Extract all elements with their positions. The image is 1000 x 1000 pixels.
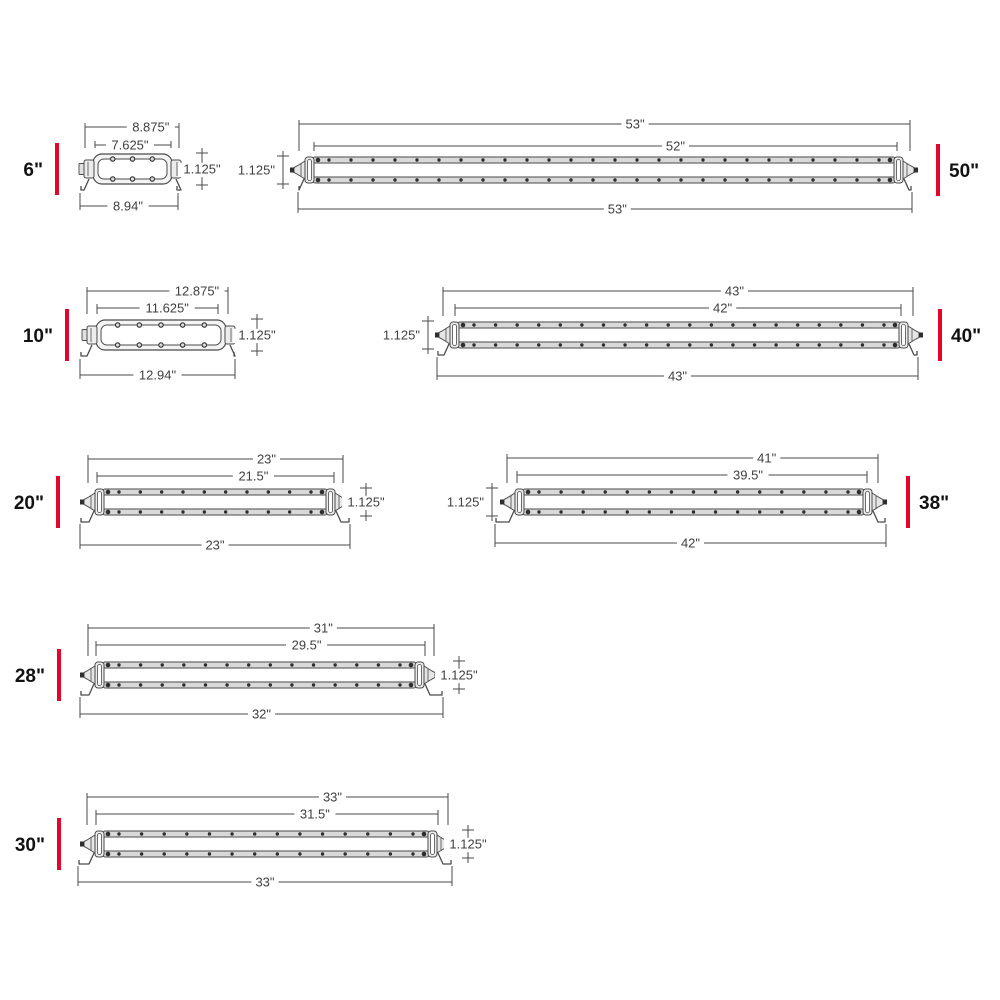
dim-bottom-text: 23"	[205, 537, 225, 553]
dim-top-inner	[97, 469, 334, 485]
size-label: 28"	[14, 666, 45, 687]
dim-top-outer-text: 41"	[757, 450, 777, 466]
corner-bolt	[893, 343, 898, 348]
dim-bottom-text: 32"	[251, 706, 272, 722]
dim-height-text: 1.125"	[440, 667, 478, 683]
diagram-bar-40	[372, 284, 981, 385]
corner-bolt	[106, 490, 111, 495]
dim-top-inner-text: 7.625"	[111, 137, 149, 153]
dim-bottom	[80, 359, 235, 383]
end-knob	[79, 164, 84, 175]
end-connector	[87, 326, 97, 344]
end-cone	[903, 161, 914, 179]
corner-bolt	[888, 158, 893, 163]
dim-height	[342, 483, 390, 521]
top-rail	[103, 831, 429, 837]
light-bar-drawing	[79, 831, 452, 864]
dim-top-inner-text: 29.5"	[291, 637, 322, 653]
bar-lens	[101, 325, 221, 345]
dim-bottom	[80, 193, 178, 214]
corner-bolt	[106, 663, 111, 668]
dim-top-inner-text: 31.5"	[299, 806, 330, 822]
dim-top-inner	[314, 139, 897, 155]
size-marker-bar-20	[14, 476, 60, 528]
dim-height-text: 1.125"	[449, 836, 487, 852]
dim-bottom	[78, 866, 452, 890]
dim-top-outer-text: 8.875"	[132, 119, 170, 135]
size-marker-bar-38	[906, 476, 949, 528]
cone-nub	[435, 333, 439, 338]
top-rail	[103, 489, 327, 495]
dim-top-outer-text: 33"	[322, 789, 343, 805]
dim-top-inner-text: 11.625"	[145, 300, 189, 316]
corner-bolt	[409, 663, 414, 668]
screw	[159, 343, 163, 347]
corner-bolt	[461, 323, 466, 328]
corner-bolt	[409, 683, 414, 688]
dim-top-outer-text: 43"	[724, 283, 744, 299]
bottom-rail	[458, 342, 900, 348]
mounting-bracket	[425, 684, 442, 695]
mounting-bracket	[81, 179, 89, 190]
size-marker-bar-6	[23, 143, 59, 195]
dim-top-outer-text: 23"	[256, 451, 277, 467]
dim-top-outer-text: 31"	[313, 620, 333, 636]
cone-nub	[883, 500, 887, 505]
mounting-bracket	[336, 511, 349, 522]
mounting-bracket	[438, 344, 449, 355]
screw	[150, 177, 154, 181]
dim-top-inner	[517, 468, 867, 484]
top-rail	[103, 662, 416, 668]
dim-top-outer	[88, 452, 343, 484]
mounting-bracket	[299, 179, 304, 190]
red-tick	[56, 476, 60, 528]
light-bar-drawing	[290, 157, 918, 190]
screw	[202, 343, 206, 347]
light-bar-drawing	[80, 489, 350, 522]
diagram-bar-50	[227, 117, 979, 218]
dim-top-inner-text: 21.5"	[238, 468, 269, 484]
dim-height	[227, 151, 289, 189]
screw	[180, 343, 184, 347]
dim-bottom	[298, 192, 912, 217]
dim-bottom	[495, 524, 886, 551]
corner-bolt	[320, 510, 325, 515]
screw	[130, 177, 134, 181]
corner-bolt	[526, 490, 531, 495]
end-cone	[84, 666, 95, 684]
end-connector	[84, 160, 94, 178]
dim-height	[435, 656, 483, 694]
cone-nub	[290, 168, 294, 173]
diagram-bar-38	[436, 451, 949, 552]
dim-bottom-text: 42"	[680, 535, 701, 551]
mounting-bracket	[438, 853, 451, 864]
end-cone	[424, 666, 435, 684]
dim-top-inner	[455, 301, 901, 317]
light-bar-drawing	[80, 662, 442, 695]
top-rail	[458, 322, 900, 328]
red-tick	[55, 143, 59, 195]
dim-bottom	[437, 357, 918, 384]
light-bar-drawing	[435, 322, 923, 355]
bar-lens	[98, 159, 167, 179]
end-cone	[872, 493, 883, 511]
dim-height	[178, 148, 226, 190]
corner-bolt	[320, 490, 325, 495]
corner-bolt	[422, 852, 427, 857]
screw	[137, 343, 141, 347]
dim-top-outer	[507, 451, 878, 484]
corner-bolt	[106, 683, 111, 688]
corner-bolt	[893, 323, 898, 328]
diagram-bar-6	[23, 120, 226, 215]
red-tick	[906, 476, 910, 528]
size-label: 6"	[23, 160, 43, 181]
corner-bolt	[106, 510, 111, 515]
red-tick	[57, 649, 61, 701]
dim-height	[233, 314, 281, 356]
dim-top-outer	[87, 790, 448, 826]
dim-bottom-text: 53"	[607, 201, 627, 217]
mounting-bracket	[81, 684, 94, 695]
cone-nub	[500, 500, 504, 505]
cone-nub	[80, 673, 84, 678]
screw	[137, 323, 141, 327]
size-marker-bar-50	[936, 144, 979, 196]
screw	[180, 323, 184, 327]
cone-nub	[919, 333, 923, 338]
screw	[111, 157, 115, 161]
corner-bolt	[316, 178, 321, 183]
end-cone	[439, 326, 450, 344]
size-label: 38"	[919, 493, 950, 514]
screw	[115, 323, 119, 327]
red-tick	[936, 144, 940, 196]
red-tick	[57, 818, 61, 870]
dim-height-text: 1.125"	[347, 494, 385, 510]
mounting-bracket	[176, 179, 181, 190]
dim-top-outer-text: 53"	[625, 116, 645, 132]
light-bar-drawing	[79, 154, 186, 190]
dim-top-outer-text: 12.875"	[174, 283, 220, 299]
mounting-bracket	[230, 345, 235, 356]
dim-height	[436, 483, 498, 521]
light-bar-drawing	[81, 320, 240, 356]
mounting-bracket	[904, 179, 911, 190]
screw	[159, 323, 163, 327]
dim-bottom-text: 8.94"	[113, 198, 143, 214]
bottom-rail	[103, 509, 327, 515]
end-cone	[294, 161, 305, 179]
screw	[111, 177, 115, 181]
dim-top-inner-text: 52"	[665, 138, 685, 154]
dim-height-text: 1.125"	[446, 494, 484, 510]
red-tick	[938, 309, 942, 361]
corner-bolt	[106, 832, 111, 837]
corner-bolt	[422, 832, 427, 837]
dim-top-inner	[96, 638, 425, 657]
bottom-rail	[103, 682, 416, 688]
size-label: 50"	[949, 161, 980, 182]
dim-top-inner	[95, 138, 171, 154]
size-label: 40"	[951, 326, 982, 347]
dim-height	[372, 316, 434, 354]
dim-top-inner	[96, 807, 438, 826]
bottom-rail	[103, 851, 429, 857]
top-rail	[313, 157, 895, 163]
size-marker-bar-28	[15, 649, 61, 701]
dim-top-inner-text: 42"	[713, 300, 733, 316]
size-label: 20"	[13, 493, 44, 514]
screw	[130, 157, 134, 161]
end-cone	[504, 493, 515, 511]
screw	[150, 157, 154, 161]
mounting-bracket	[496, 511, 514, 522]
diagram-bar-30	[15, 790, 492, 891]
dim-top-inner	[97, 301, 218, 317]
corner-bolt	[857, 510, 862, 515]
mounting-bracket	[81, 511, 94, 522]
dim-bottom-text: 12.94"	[138, 367, 177, 383]
corner-bolt	[888, 178, 893, 183]
mounting-bracket	[81, 345, 92, 356]
red-tick	[65, 309, 69, 361]
end-cone	[908, 326, 919, 344]
mounting-bracket	[873, 511, 885, 522]
mounting-bracket	[79, 853, 94, 864]
diagram-bar-10	[23, 284, 281, 384]
dim-top-outer	[443, 284, 913, 317]
size-label: 10"	[22, 326, 53, 347]
dim-bottom-text: 33"	[255, 874, 275, 890]
dim-bottom-text: 43"	[667, 368, 688, 384]
corner-bolt	[461, 343, 466, 348]
end-knob	[82, 330, 87, 341]
cone-nub	[80, 500, 84, 505]
light-bar-drawing	[496, 489, 887, 522]
cone-nub	[914, 168, 918, 173]
dim-top-outer	[88, 621, 434, 657]
dim-height-text: 1.125"	[237, 162, 275, 178]
cone-nub	[80, 842, 84, 847]
size-marker-bar-40	[938, 309, 981, 361]
dim-height-text: 1.125"	[382, 327, 420, 343]
diagram-bar-20	[14, 452, 390, 554]
dim-height	[444, 825, 492, 863]
end-cone	[84, 835, 95, 853]
dim-height-text: 1.125"	[183, 161, 221, 177]
bottom-rail	[313, 177, 895, 183]
dim-bottom	[80, 697, 443, 722]
screw	[202, 323, 206, 327]
corner-bolt	[857, 490, 862, 495]
corner-bolt	[106, 852, 111, 857]
size-marker-bar-10	[23, 309, 69, 361]
diagram-bar-28	[15, 621, 483, 723]
corner-bolt	[526, 510, 531, 515]
dim-top-inner-text: 39.5"	[733, 467, 763, 483]
mounting-bracket	[909, 344, 917, 355]
dim-height-text: 1.125"	[238, 327, 276, 343]
size-label: 30"	[14, 835, 45, 856]
screw	[115, 343, 119, 347]
dim-bottom	[80, 524, 350, 553]
end-cone	[84, 493, 95, 511]
corner-bolt	[316, 158, 321, 163]
size-marker-bar-30	[15, 818, 61, 870]
